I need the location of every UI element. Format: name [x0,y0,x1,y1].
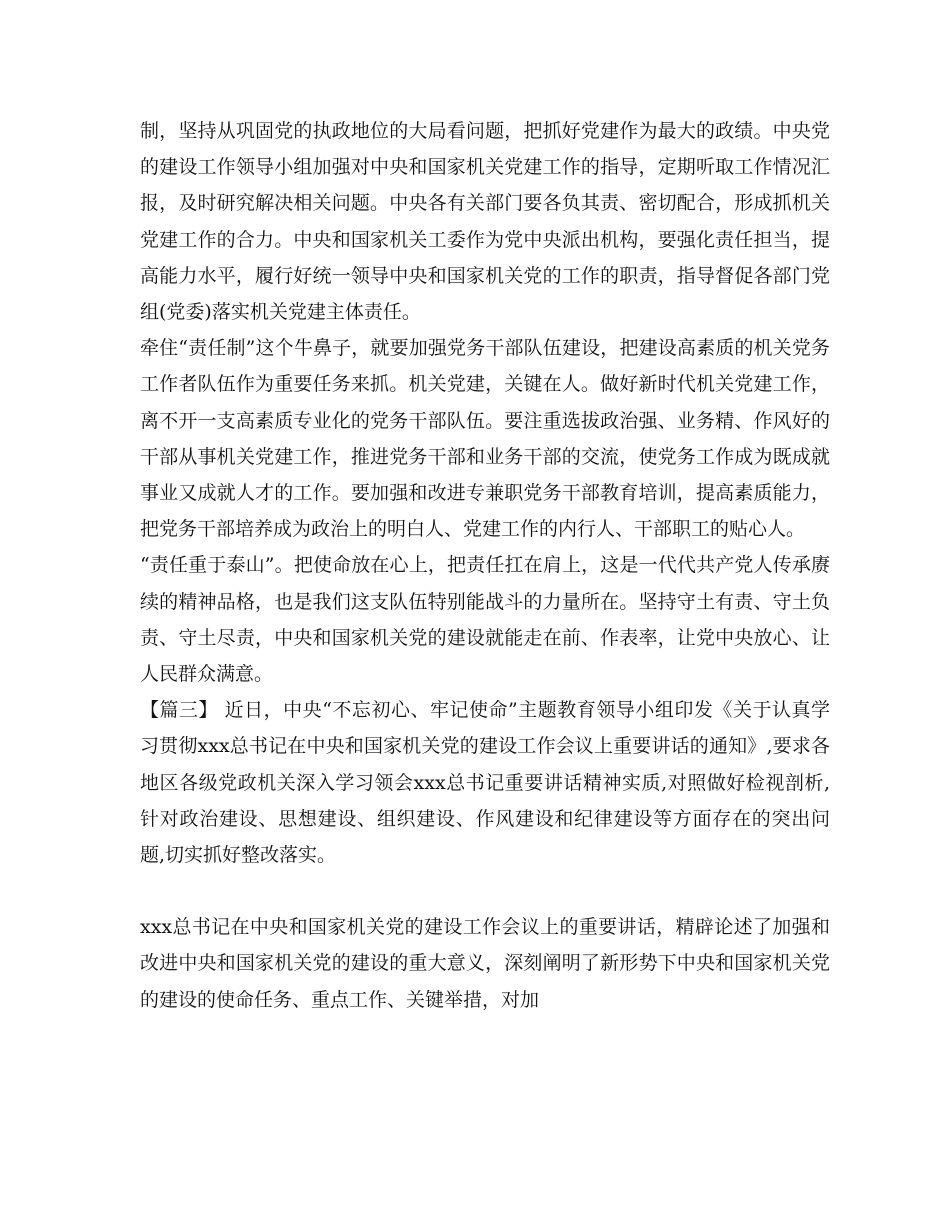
paragraph-3: “责任重于泰山”。把使命放在心上，把责任扛在肩上，这是一代代共产党人传承赓续的精神品格，也是我们这支队伍特别能战斗的力量所在。坚持守土有责、守土负责、守土尽责，中央和国家机关党的建设就能走在前、作表率，让党中央放心、让人民群众满意。 [140,554,830,686]
paragraph-gap [140,873,830,909]
paragraph-2: 牵住“责任制”这个牛鼻子，就要加强党务干部队伍建设，把建设高素质的机关党务工作者队伍作为重要任务来抓。机关党建，关键在人。做好新时代机关党建工作，离不开一支高素质专业化的党务干部队伍。要注重选拔政治强、业务精、作风好的干部从事机关党建工作，推进党务干部和业务干部的交流，使党务工作成为既成就事业又成就人才的工作。要加强和改进专兼职党务干部教育培训，提高素质能力，把党务干部培养成为政治上的明白人、党建工作的内行人、干部职工的贴心人。 [140,337,830,541]
paragraph-5: xxx总书记在中央和国家机关党的建设工作会议上的重要讲话，精辟论述了加强和改进中央和国家机关党的建设的重大意义，深刻阐明了新形势下中央和国家机关党的建设的使命任务、重点工作、关键举措，对加 [140,916,830,1011]
paragraph-1: 制，坚持从巩固党的执政地位的大局看问题，把抓好党建作为最大的政绩。中央党的建设工作领导小组加强对中央和国家机关党建工作的指导，定期听取工作情况汇报，及时研究解决相关问题。中央各有关部门要各负其责、密切配合，形成抓机关党建工作的合力。中央和国家机关工委作为党中央派出机构，要强化责任担当，提高能力水平，履行好统一领导中央和国家机关党的工作的职责，指导督促各部门党组(党委)落实机关党建主体责任。 [140,120,830,324]
document-body [140,113,830,1018]
paragraph-4: 【篇三】 近日，中央“不忘初心、牢记使命”主题教育领导小组印发《关于认真学习贯彻xxx总书记在中央和国家机关党的建设工作会议上重要讲话的通知》,要求各地区各级党政机关深入学习领会xxx总书记重要讲话精神实质,对照做好检视剖析,针对政治建设、思想建设、组织建设、作风建设和纪律建设等方面存在的突出问题,切实抓好整改落实。 [140,699,830,867]
